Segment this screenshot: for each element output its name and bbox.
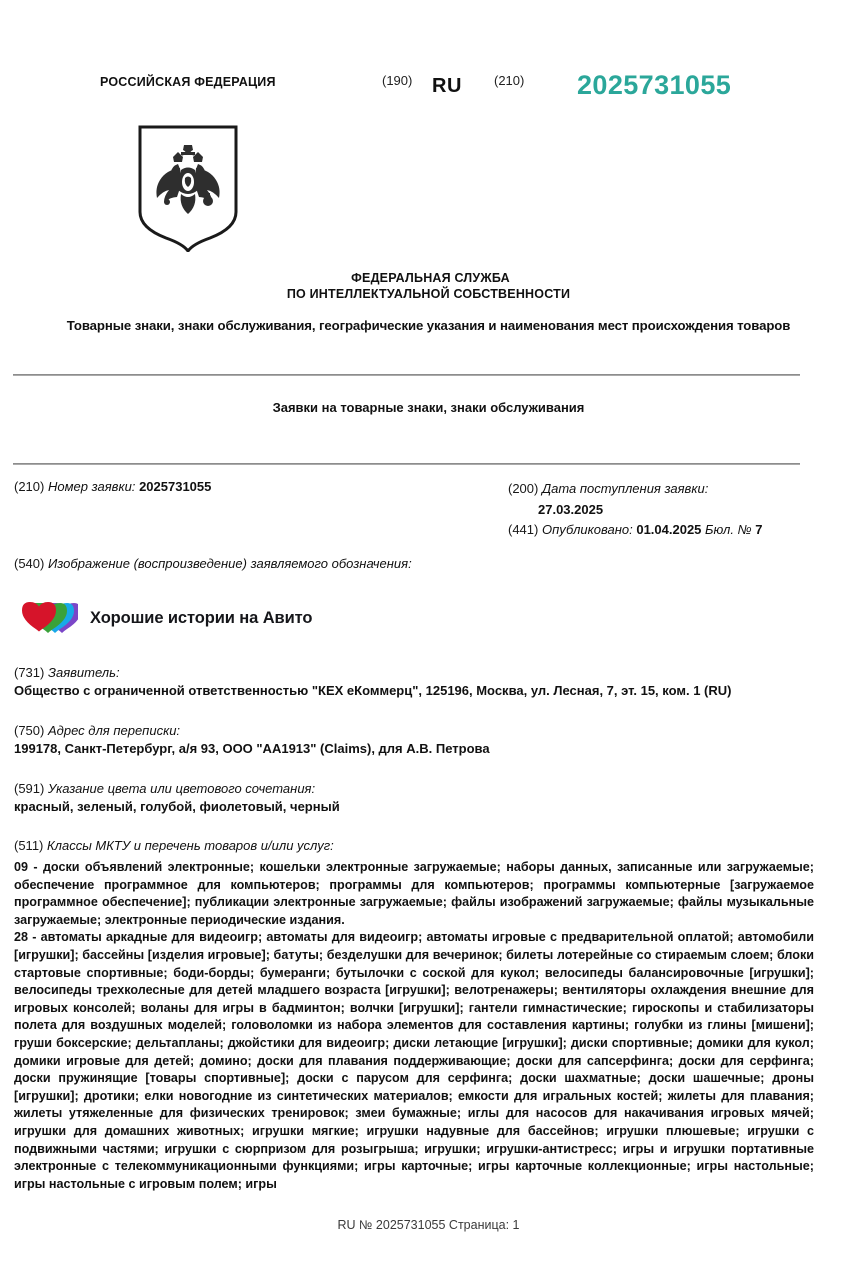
correspondence-value: 199178, Санкт-Петербург, а/я 93, ООО "АА1913" (Claims), для А.В. Петрова xyxy=(14,741,490,756)
inid-code-190: (190) xyxy=(382,73,413,88)
application-number-label: Номер заявки: xyxy=(47,479,136,494)
publication-row xyxy=(508,520,763,540)
color-indication-label-row xyxy=(14,781,814,796)
filing-date-label: Дата поступления заявки: xyxy=(541,481,709,496)
applicant-label: Заявитель: xyxy=(47,665,120,680)
classes-block xyxy=(14,838,814,856)
class-28-goods: 28 - автоматы аркадные для видеоигр; автоматы для видеоигр; автоматы игровые с предварительной оплатой; автомобили [игрушки]; бассейны [изделия игровые]; батуты; безделушки для вечеринок; билеты лотерейные со стираемым слоем; блоки стартовые спортивные; боди-борды; бумеранги; бутылочки с соской для кукол; велосипеды балансировочные [игрушки]; велосипеды трехколесные для детей младшего возраста [игрушки]; велотренажеры; вентиляторы охлаждения внешние для игровых консолей; воланы для игры в бадминтон; волчки [игрушки]; гантели гимнастические; гироскопы и стабилизаторы полета для воздушных моделей; головоломки из набора элементов для составления картины; голубки из глины [мишени]; груши боксерские; дельтапланы; джойстики для видеоигр; диски летающие [игрушки]; диски спортивные; домики для кукол; домики игровые для детей; домино; доски для плавания поддерживающие; доски для сапсерфинга; доски для серфинга; доски пружинящие [товары спортивные]; доски с парусом для серфинга; доски шахматные; доски шашечные; дроны [игрушки]; дротики; елки новогодние из синтетических материалов; емкости для игральных костей; жилеты для плавания; жилеты утяжеленные для физических тренировок; змеи бумажные; иглы для насосов для накачивания игровых мячей; игрушки для домашних животных; игрушки мягкие; игрушки надувные для бассейнов; игрушки плюшевые; игрушки с подвижными частями; игрушки с сюрпризом для розыгрыша; игрушки; игрушки-антистресс; игры и игрушки портативные электронные с телекоммуникационными функциями; игры карточные; игры карточные коллекционные; игры настольные; игры настольные с игровым полем; игры xyxy=(14,930,814,1191)
bulletin-number: 7 xyxy=(755,522,763,537)
color-indication-block xyxy=(14,781,814,814)
filing-date-value: 27.03.2025 xyxy=(538,502,604,517)
coat-of-arms-icon xyxy=(137,124,239,252)
filing-date-row xyxy=(508,479,763,520)
classes-label-row xyxy=(14,838,814,853)
inid-code-441: (441) xyxy=(508,522,539,537)
inid-code-750: (750) xyxy=(14,723,45,738)
classes-label: Классы МКТУ и перечень товаров и/или услуг: xyxy=(47,838,334,853)
inid-code-591: (591) xyxy=(14,781,45,796)
correspondence-label: Адрес для переписки: xyxy=(47,723,181,738)
avito-heart-logo-icon xyxy=(20,598,78,638)
inid-code-540: (540) xyxy=(14,556,45,571)
bulletin-label: Бюл. № xyxy=(705,522,752,537)
mark-image-label-row xyxy=(14,556,412,571)
agency-name xyxy=(0,270,857,302)
inid-code-210: (210) xyxy=(14,479,45,494)
divider-bottom xyxy=(13,463,800,465)
agency-name-line-1: ФЕДЕРАЛЬНАЯ СЛУЖБА xyxy=(351,271,510,285)
document-header xyxy=(0,70,857,104)
document-subtitle: Товарные знаки, знаки обслуживания, географические указания и наименования мест происхождения товаров xyxy=(66,318,791,333)
agency-name-line-2: ПО ИНТЕЛЛЕКТУАЛЬНОЙ СОБСТВЕННОСТИ xyxy=(286,287,571,301)
section-heading: Заявки на товарные знаки, знаки обслуживания xyxy=(272,400,585,415)
dates-field xyxy=(508,479,763,540)
color-indication-value: красный, зеленый, голубой, фиолетовый, черный xyxy=(14,799,340,814)
application-number-field xyxy=(14,479,211,494)
inid-code-200: (200) xyxy=(508,481,539,496)
trademark-text: Хорошие истории на Авито xyxy=(90,608,313,627)
inid-code-731: (731) xyxy=(14,665,45,680)
color-indication-label: Указание цвета или цветового сочетания: xyxy=(47,781,316,796)
publication-label: Опубликовано: xyxy=(541,522,633,537)
application-number-header: 2025731055 xyxy=(577,70,732,100)
inid-code-210-header: (210) xyxy=(494,73,525,88)
trademark-image xyxy=(20,598,312,638)
divider-top xyxy=(13,374,800,376)
bibliographic-data xyxy=(0,479,857,549)
applicant-label-row xyxy=(14,665,814,680)
correspondence-label-row xyxy=(14,723,814,738)
applicant-value: Общество с ограниченной ответственностью "КЕХ еКоммерц", 125196, Москва, ул. Лесная, 7, эт. 15, ком. 1 (RU) xyxy=(14,683,732,698)
publication-date-value: 01.04.2025 xyxy=(636,522,702,537)
country-name: РОССИЙСКАЯ ФЕДЕРАЦИЯ xyxy=(100,75,276,89)
inid-code-511: (511) xyxy=(14,838,44,853)
mark-image-label: Изображение (воспроизведение) заявляемого обозначения: xyxy=(47,556,412,571)
goods-and-services-list xyxy=(14,859,814,1193)
application-number-value: 2025731055 xyxy=(139,479,212,494)
country-code-ru: RU xyxy=(432,75,462,97)
class-09-goods: 09 - доски объявлений электронные; кошельки электронные загружаемые; наборы данных, записанные или загружаемые; обеспечение программное для компьютеров; программы для компьютеров; программы компьютерные [загружаемое программное обеспечение]; публикации электронные загружаемые; файлы изображений загружаемые; файлы музыкальные загружаемые; электронные периодические издания. xyxy=(14,860,814,927)
page-footer: RU № 2025731055 Страница: 1 xyxy=(337,1218,520,1232)
correspondence-block xyxy=(14,723,814,756)
applicant-block xyxy=(14,665,814,698)
